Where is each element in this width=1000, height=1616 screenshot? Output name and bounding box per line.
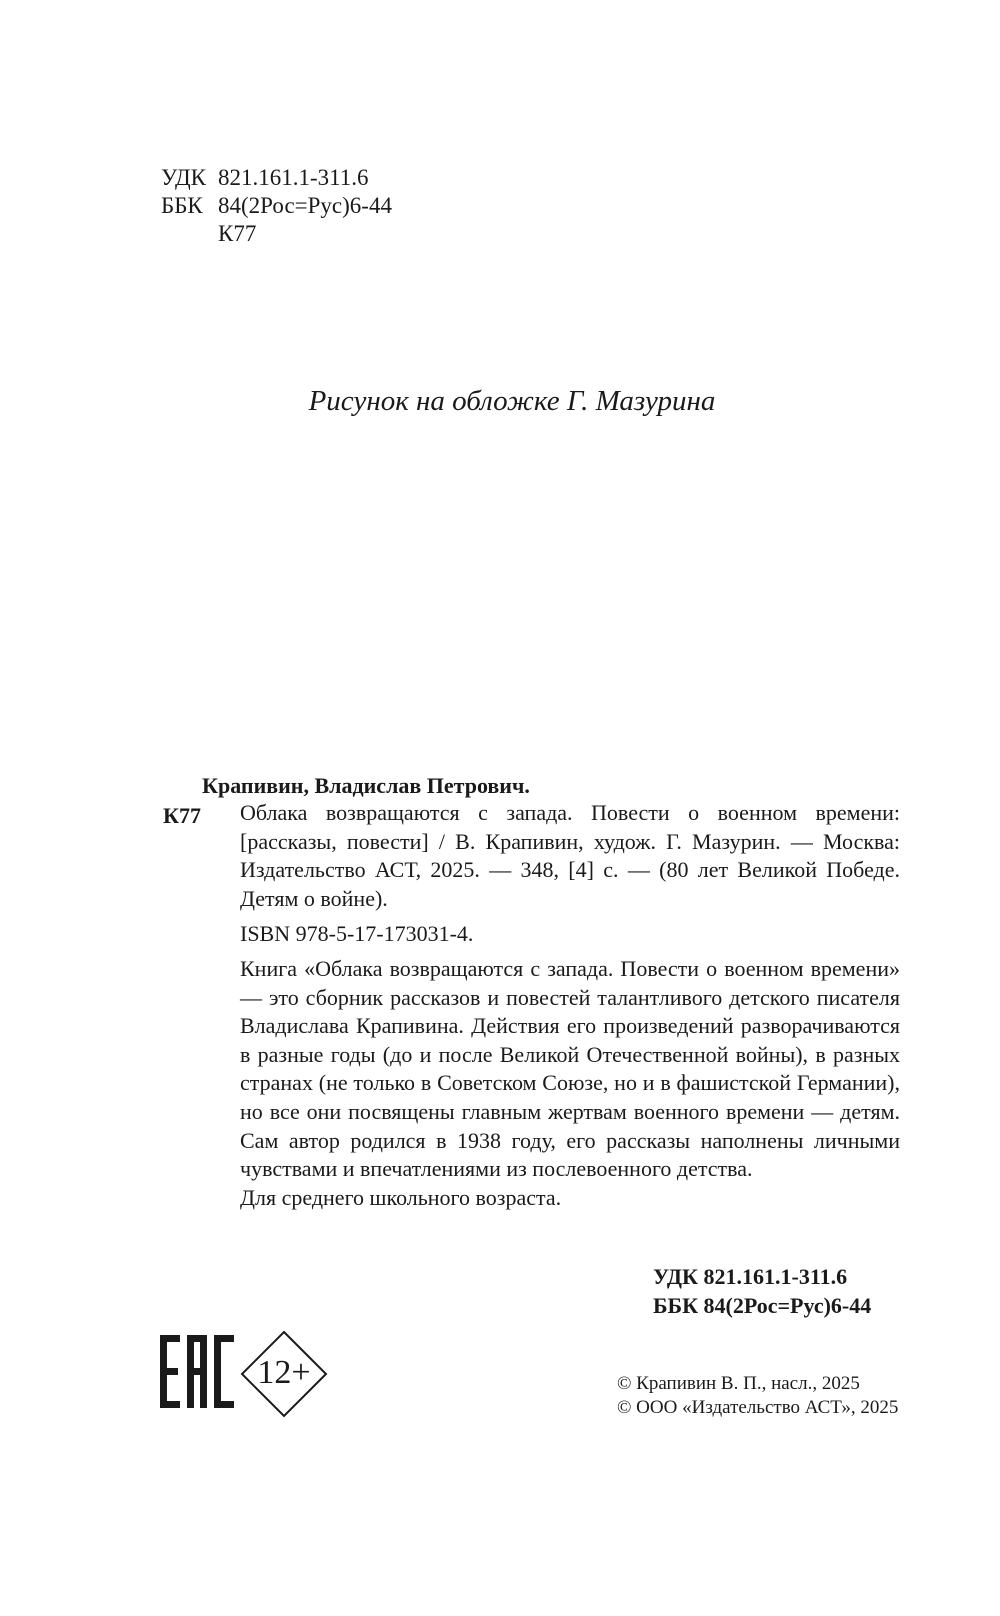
cover-credit: Рисунок на обложке Г. Мазурина xyxy=(308,385,716,417)
copyright-publisher: © ООО «Издательство АСТ», 2025 xyxy=(617,1397,899,1418)
udk-row xyxy=(161,164,392,192)
eac-mark-icon xyxy=(160,1335,234,1408)
age-rating: 12+ xyxy=(257,1354,311,1391)
record-audience: Для среднего школьного возраста. xyxy=(240,1184,562,1210)
author-mark: К77 xyxy=(218,221,257,246)
record-body xyxy=(240,799,900,1212)
record-author-mark: К77 xyxy=(163,803,201,828)
udk-value: 821.161.1-311.6 xyxy=(218,165,369,190)
bottom-udk: УДК 821.161.1-311.6 xyxy=(653,1264,848,1289)
bottom-classification xyxy=(653,1262,871,1320)
record-isbn: ISBN 978-5-17-173031-4. xyxy=(240,921,474,947)
copyright-author: © Крапивин В. П., насл., 2025 xyxy=(617,1373,860,1394)
record-author: Крапивин, Владислав Петрович. xyxy=(202,773,530,798)
top-classification xyxy=(161,164,392,248)
record-description: Облака возвращаются с запада. Повести о военном времени: [рассказы, повести] / В. Крапивин, худож. Г. Мазурин. — Москва: Издательство АСТ, 2025. — 348, [4] с. — (80 лет Великой Победе. Детям о войне). xyxy=(240,800,900,911)
author-mark-row xyxy=(161,220,392,248)
bottom-bbk: ББК 84(2Рос=Рус)6-44 xyxy=(653,1293,872,1318)
copyright-block xyxy=(617,1372,898,1420)
bbk-value: 84(2Рос=Рус)6-44 xyxy=(218,193,392,218)
bbk-label: ББК xyxy=(161,193,203,218)
udk-label: УДК xyxy=(161,165,206,190)
record-annotation: Книга «Облака возвращаются с запада. Повести о военном времени» — это сборник рассказов и повестей талантливого детского писателя Владислава Крапивина. Действия его произведений разворачиваются в разные годы (до и после Великой Отечественной войны), в разных странах (не только в Советском Союзе, но и в фашистской Германии), но все они посвящены главным жертвам военного времени — детям. Сам автор родился в 1938 году, его рассказы наполнены личными чувствами и впечатлениями из послевоенного детства. xyxy=(240,955,900,1182)
bbk-row xyxy=(161,192,392,220)
